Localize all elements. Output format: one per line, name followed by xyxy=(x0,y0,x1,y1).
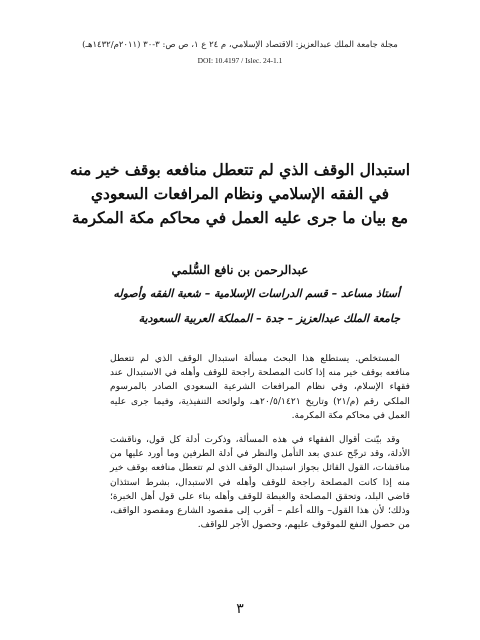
author-affiliation-department: أستاذ مساعد – قسم الدراسات الإسلامية – شعبة الفقه وأصوله xyxy=(113,287,400,300)
page-number: ٣ xyxy=(236,601,244,617)
title-line-2: في الفقه الإسلامي ونظام المرافعات السعودي xyxy=(90,184,390,203)
journal-header: مجلة جامعة الملك عبدالعزيز: الاقتصاد الإسلامي، م ٢٤ ع ١، ص ص: ٣-٣٠ (٢٠١١م/١٤٣٢هـ) xyxy=(82,40,398,50)
abstract-paragraph-2: وقد بيّنت أقوال الفقهاء في هذه المسألة، وذكرت أدلة كل قول، وناقشت الأدلة، وقد ترجّح عندي بعد التأمل والنظر في أدلة الطرفين وما أورد عليها من مناقشات، القول القائل بجواز استبدال الوقف الذي لم تتعطل منافعه بوقف خير منه إذا كانت المصلحة راجحة للوقف وأهله في الاستبدال، بشرط استئذان قاضي البلد، وتحقق المصلحة والغبطة للوقف وأهله بناء على قول أهل الخبرة؛ وذلك؛ لأن هذا القول– والله أعلم – أقرب إلى مقصود الشارع ومقصود الواقف، من حصول النفع للموقوف عليهم، وحصول الأجر للواقف. xyxy=(110,434,410,531)
abstract xyxy=(110,352,410,542)
author-name: عبدالرحمن بن نافع السُّلمي xyxy=(171,263,309,277)
paper-title xyxy=(50,158,430,230)
abstract-paragraph-1: المستخلص. يستطلع هذا البحث مسألة استبدال الوقف الذي لم تتعطل منافعه بوقف خير منه إذا كانت المصلحة راجحة للوقف وأهله في الاستبدال عند فقهاء الإسلام، وفي نظام المرافعات الشرعية السعودي الصادر بالمرسوم الملكي رقم (م/٢١) وتاريخ ٢٠/٥/١٤٢١هـ، ولوائحه التنفيذية، وفيما جرى عليه العمل في محاكم مكة المكرمة. xyxy=(110,353,410,421)
title-line-3: مع بيان ما جرى عليه العمل في محاكم مكة المكرمة xyxy=(71,208,409,227)
title-line-1: استبدال الوقف الذي لم تتعطل منافعه بوقف خير منه xyxy=(69,160,411,179)
author-affiliation-university: جامعة الملك عبدالعزيز – جدة – المملكة العربية السعودية xyxy=(138,312,400,325)
doi-line: DOI: 10.4197 / Islec. 24-1.1 xyxy=(197,56,283,65)
